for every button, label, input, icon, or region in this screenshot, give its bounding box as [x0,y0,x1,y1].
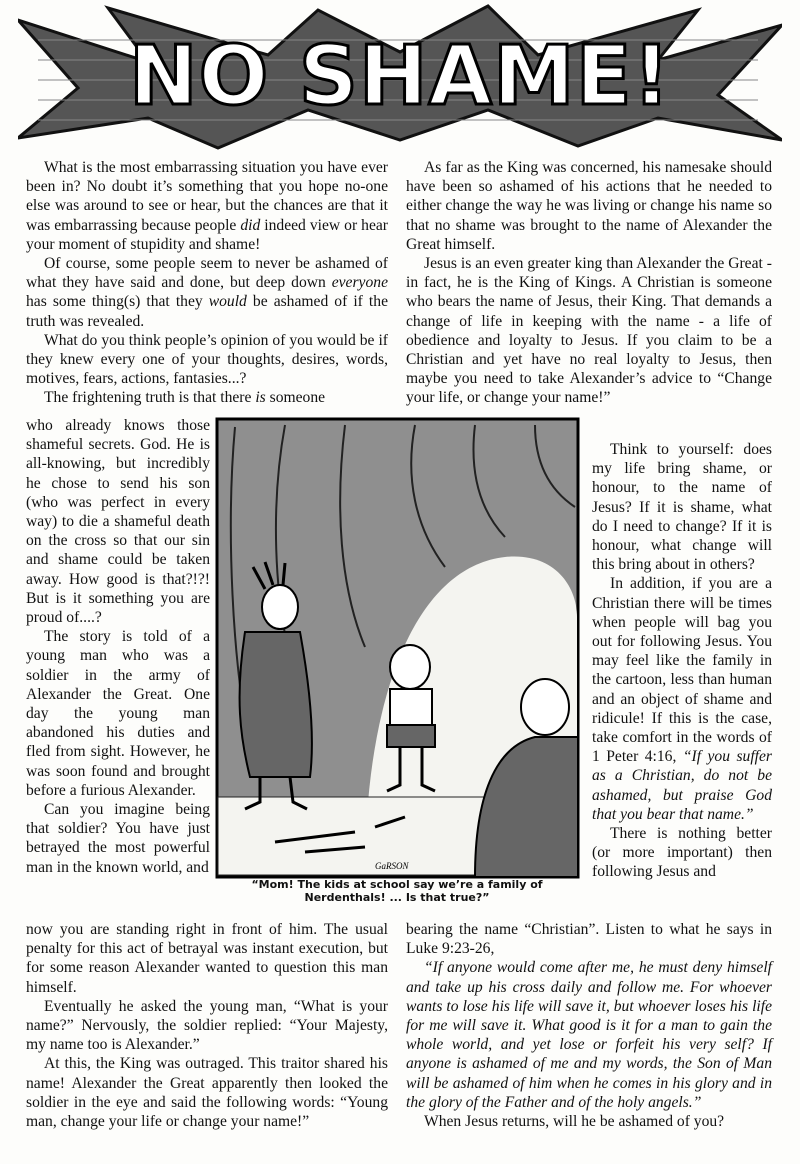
paragraph-story: The story is told of a young man who was a soldier in the army of Alexander the Great. One day the young man abandoned his duties and fled from sight. However, he was soon found and brought before a furious Alexander. [26,628,210,799]
left-column-bottom [26,920,388,1131]
left-column-top [26,158,388,408]
paragraph-of-course: Of course, some people seem to never be ashamed of what they have said and done, but deep down everyone has some thing(s) that they would be ashamed of if the truth was revealed. [26,255,388,330]
right-column-narrow [592,440,772,882]
paragraph-embarrassing: What is the most embarrassing situation you have ever been in? No doubt it’s something that you hope no-one else was around to see or hear, but the chances are that it was embarrassing because people did indeed view or hear your moment of stupidity and shame! [26,159,388,253]
paragraph-nothing-better: There is nothing better (or more important) then following Jesus and [592,825,772,881]
paragraph-king-concerned: As far as the King was concerned, his namesake should have been so ashamed of his actions that he needed to either change the way he was living or change his name so that no shame was brought to the name of Alexander the Great himself. [406,159,772,253]
paragraph-greater-king: Jesus is an even greater king than Alexander the Great - in fact, he is the King of Kings. A Christian is someone who bears the name of Jesus, their King. That demands a change of life in keeping with the name - a life of obedience and loyalty to Jesus. If you claim to be a Christian and yet have no real loyalty to Jesus, then maybe you need to take Alexander’s advice to “Change your life, or change your name!” [406,255,772,407]
paragraph-in-addition: In addition, if you are a Christian there will be times when people will bag you out for following Jesus. You may feel like the family in the cartoon, less than human and an object of shame and ridicule! If this is the case, take comfort in the words of 1 Peter 4:16, “If you suffer as a Christian, do not be ashamed, but praise God that you bear that name.” [592,575,772,823]
paragraph-opinion: What do you think people’s opinion of you would be if they knew every one of your thoughts, desires, words, motives, fears, actions, fantasies...? [26,331,388,388]
paragraph-imagine: Can you imagine being that soldier? You have just betrayed the most powerful man in the known world, and [26,801,210,876]
paragraph-bearing-name: bearing the name “Christian”. Listen to what he says in Luke 9:23-26, [406,921,772,958]
paragraph-outraged: At this, the King was outraged. This traitor shared his name! Alexander the Great apparently then looked the soldier in the eye and said the following words: “Young man, change your life or change your name!” [26,1055,388,1131]
cartoon-caption: “Mom! The kids at school say we’re a family of Nerdenthals! ... Is that true?” [251,878,543,904]
page-title: NO SHAME! [128,29,672,124]
cartoon-signature: GaRSON [375,861,409,871]
paragraph-frightening: The frightening truth is that there is someone [44,389,326,407]
paragraph-think: Think to yourself: does my life bring shame, or honour, to the name of Jesus? If it is shame, what do I need to change? If it is honour, what change will this bring about in others? [592,441,772,574]
paragraph-closing: When Jesus returns, will he be ashamed of you? [424,1113,725,1131]
paragraph-eventually: Eventually he asked the young man, “What is your name?” Nervously, the soldier replied: “Your Majesty, my name too is Alexander.” [26,997,388,1054]
right-column-bottom [406,920,772,1131]
paragraph-god-knows: who already knows those shameful secrets. God. He is all-knowing, but incredibly he chose to send his son (who was perfect in every way) to die a shameful death on the cross so that our sin and shame could be taken away. How good is that?!?! But is it something you are proud of....? [26,417,210,627]
luke-quote: “If anyone would come after me, he must deny himself and take up his cross daily and follow me. For whoever wants to lose his life will save it, but whoever loses his life for me will save it. What good is it for a man to gain the whole world, and yet lose or forfeit his very self? If anyone is ashamed of me and my words, the Son of Man will be ashamed of him when he comes in his glory and in the glory of the Father and of the holy angels.” [406,959,772,1111]
right-column-top [406,158,772,408]
left-column-narrow [26,416,210,877]
cartoon-illustration [215,417,580,902]
paragraph-standing: now you are standing right in front of him. The usual penalty for this act of betrayal was instant execution, but for some reason Alexander wanted to question this man himself. [26,921,388,996]
